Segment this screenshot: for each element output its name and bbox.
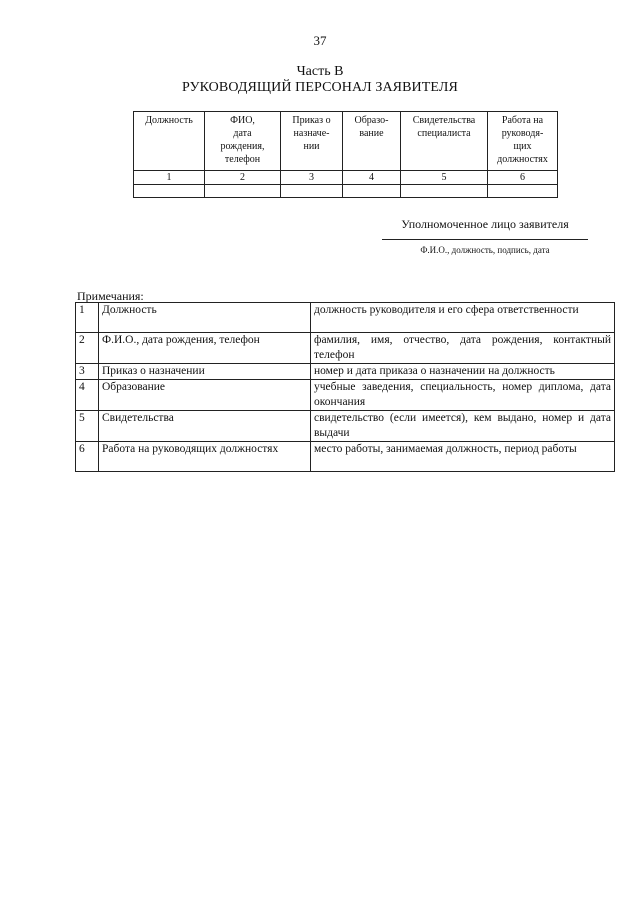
column-number: 4 — [343, 171, 401, 185]
staff-table-empty-row — [134, 185, 558, 198]
staff-table-header-row — [134, 112, 558, 171]
empty-cell — [134, 185, 205, 198]
header-certificates — [401, 112, 488, 171]
header-management-experience — [488, 112, 558, 171]
notes-row — [76, 364, 615, 380]
header-line: ФИО, — [230, 115, 255, 126]
notes-row — [76, 380, 615, 411]
note-number: 5 — [76, 411, 99, 442]
signature-line — [382, 239, 588, 240]
column-number: 3 — [281, 171, 343, 185]
header-line: должностях — [497, 154, 548, 165]
header-line: специалиста — [417, 128, 471, 139]
staff-table-number-row — [134, 171, 558, 185]
note-number: 6 — [76, 442, 99, 472]
notes-table — [75, 302, 615, 472]
note-number: 1 — [76, 303, 99, 333]
column-number: 1 — [134, 171, 205, 185]
header-line: вание — [359, 128, 384, 139]
note-description: должность руководителя и его сфера ответственности — [311, 303, 615, 333]
header-line: Работа на — [501, 115, 544, 126]
header-line: нии — [303, 141, 320, 152]
note-number: 4 — [76, 380, 99, 411]
header-position — [134, 112, 205, 171]
signature-caption: Ф.И.О., должность, подпись, дата — [420, 245, 550, 255]
header-line: рождения, — [220, 141, 265, 152]
part-title: Часть В — [296, 64, 344, 79]
note-field: Образование — [99, 380, 311, 411]
note-description: фамилия, имя, отчество, дата рождения, контактный телефон — [311, 333, 615, 364]
column-number: 5 — [401, 171, 488, 185]
header-line: назначе- — [293, 128, 330, 139]
notes-row — [76, 333, 615, 364]
header-line: дата — [233, 128, 252, 139]
note-field: Свидетельства — [99, 411, 311, 442]
note-field: Работа на руководящих должностях — [99, 442, 311, 472]
note-description: номер и дата приказа о назначении на должность — [311, 364, 615, 380]
staff-table — [133, 111, 558, 198]
empty-cell — [281, 185, 343, 198]
note-field: Ф.И.О., дата рождения, телефон — [99, 333, 311, 364]
header-line: телефон — [224, 154, 261, 165]
header-line: щих — [513, 141, 532, 152]
empty-cell — [401, 185, 488, 198]
note-number: 3 — [76, 364, 99, 380]
header-name-birth-phone — [205, 112, 281, 171]
notes-row — [76, 303, 615, 333]
page-number: 37 — [313, 33, 327, 48]
header-appointment-order — [281, 112, 343, 171]
header-line: Свидетельства — [412, 115, 476, 126]
notes-label: Примечания: — [77, 289, 144, 303]
notes-row — [76, 411, 615, 442]
empty-cell — [205, 185, 281, 198]
empty-cell — [488, 185, 558, 198]
empty-cell — [343, 185, 401, 198]
note-description: учебные заведения, специальность, номер диплома, дата окончания — [311, 380, 615, 411]
header-line: Должность — [145, 115, 193, 126]
signer-label: Уполномоченное лицо заявителя — [401, 217, 569, 231]
column-number: 2 — [205, 171, 281, 185]
section-title: РУКОВОДЯЩИЙ ПЕРСОНАЛ ЗАЯВИТЕЛЯ — [182, 80, 458, 95]
column-number: 6 — [488, 171, 558, 185]
note-description: место работы, занимаемая должность, период работы — [311, 442, 615, 472]
header-education — [343, 112, 401, 171]
header-line: руководя- — [501, 128, 544, 139]
note-description: свидетельство (если имеется), кем выдано, номер и дата выдачи — [311, 411, 615, 442]
note-field: Приказ о назначении — [99, 364, 311, 380]
note-field: Должность — [99, 303, 311, 333]
notes-row — [76, 442, 615, 472]
note-number: 2 — [76, 333, 99, 364]
header-line: Приказ о — [292, 115, 331, 126]
header-line: Образо- — [354, 115, 389, 126]
